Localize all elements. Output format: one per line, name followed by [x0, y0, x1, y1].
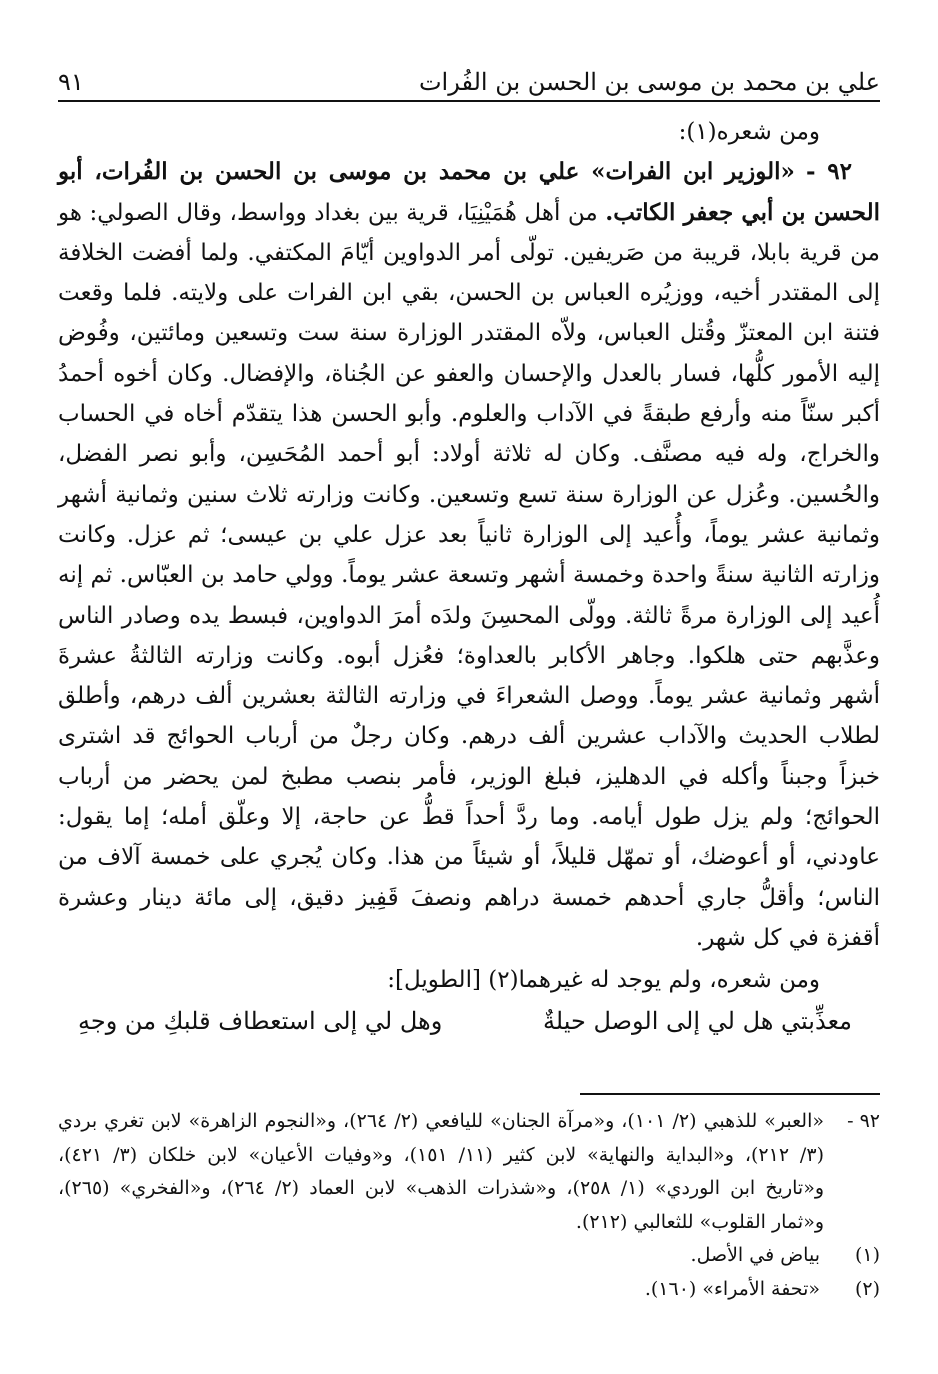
poetry-intro-line: ومن شعره(١):	[678, 119, 820, 145]
footnote-1-text: بياض في الأصل.	[690, 1244, 820, 1267]
running-header	[58, 52, 880, 102]
entry-text: من أهل هُمَيْنِيَا، قرية بين بغداد وواسط، وقال الصولي: هو من قرية بابلا، قريبة من صَريفين. تولّى أمر الدواوين أيّامَ المكتفي. ولما أفضت الخلافة إلى المقتدر أخيه، ووزيُره العباس بن الحسن، بقي ابن الفرات على ولايته. فلما وقعت فتنة ابن المعتزّ وقُتل العباس، ولاّه المقتدر الوزارة سنة ست وتسعين ومائتين، وفُوض إليه الأمور كلُّها، فسار بالعدل والإحسان والعفو عن الجُناة، والإفضال. وكان أخوه أحمدُ أكبر سنّاً منه وأرفع طبقةً في الآداب والعلوم. وأبو الحسن هذا يتقدّم أخاه في الحساب والخراج، وله فيه مصنَّف. وكان له ثلاثة أولاد: أبو أحمد المُحَسِن، وأبو نصر الفضل، والحُسين. وعُزل عن الوزارة سنة تسع وتسعين. وكانت وزارته ثلاث سنين وثمانية أشهر وثمانية عشر يوماً، وأُعيد إلى الوزارة ثانياً بعد عزل علي بن عيسى؛ ثم عزل. وكانت وزارته الثانية سنةً واحدة وخمسة أشهر وتسعة عشر يوماً. وولي حامد بن العبّاس. ثم إنه أُعيد إلى الوزارة مرةً ثالثة. وولّى المحسِنَ ولدَه أمرَ الدواوين، فبسط يده وصادر الناس وعذَّبهم حتى هلكوا. وجاهر الأكابر بالعداوة؛ فعُزل أبوه. وكانت وزارته الثالثةُ عشرةَ أشهر وثمانية عشر يوماً. ووصل الشعراءَ في وزارته الثالثة بعشرين ألف درهم، وأطلق لطلاب الحديث والآداب عشرين ألف درهم. وكان رجلٌ من أرباب الحوائج قد اشترى خبزاً وجبناً وأكله في الدهليز، فبلغ الوزير، فأمر بنصب مطبخ لمن يحضر من أرباب الحوائج؛ ولم يزل طول أيامه. وما ردَّ أحداً قطُّ عن حاجة، إلا وعلّق أمله؛ إما يقول: عاودني، أو أعوضك، أو تمهّل قليلاً، أو شيئاً من هذا. وكان يُجري على خمسة آلاف من الناس؛ وأقلُّ جاري أحدهم خمسة دراهم ونصفَ قَفِيز دقيق، إلى مائة دينار وعشرة أقفزة في كل شهر.	[58, 199, 880, 951]
footnote-sources-text: «العبر» للذهبي (٢/ ١٠١)، و«مرآة الجنان» لليافعي (٢/ ٢٦٤)، و«النجوم الزاهرة» لابن تغري بردي (٣/ ٢١٢)، و«البداية والنهاية» لابن كثير (١١/ ١٥١)، و«وفيات الأعيان» لابن خلكان (٣/ ٤٢١)، و«تاريخ ابن الوردي» (١/ ٢٥٨)، و«شذرات الذهب» لابن العماد (٢/ ٢٦٤)، و«الفخري» (٢٦٥)، و«ثمار القلوب» للثعالبي (٢١٢).	[58, 1110, 824, 1233]
footnotes	[58, 1105, 880, 1307]
poem-intro: ومن شعره، ولم يوجد له غيرهما(٢) [الطويل]:	[387, 967, 820, 994]
verse-first-hemistich: معذِّبتي هل لي إلى الوصل حيلةٌ	[542, 1006, 852, 1035]
footnote-sources-tag: ٩٢ -	[847, 1110, 880, 1132]
main-text	[58, 112, 880, 1041]
footnote-divider	[580, 1093, 880, 1095]
footnote-2-tag: (٢)	[854, 1277, 880, 1300]
entry-heading: «الوزير ابن الفرات» علي بن محمد بن موسى بن الحسن بن الفُرات، أبو الحسن بن أبي جعفر الكاتب.	[58, 158, 881, 226]
running-title: علي بن محمد بن موسى بن الحسن بن الفُرات	[418, 68, 880, 96]
verse-second-hemistich: وهل لي إلى استعطاف قلبكِ من وجهِ	[78, 1006, 443, 1035]
poem-verse	[58, 1001, 880, 1041]
entry-number: ٩٢ -	[805, 158, 853, 186]
footnote-1	[58, 1239, 880, 1273]
footnote-1-tag: (١)	[854, 1244, 880, 1267]
footnote-2-text: «تحفة الأمراء» (١٦٠).	[644, 1277, 820, 1300]
page-number: ٩١	[58, 68, 84, 96]
biography-entry	[58, 152, 880, 958]
footnote-sources	[58, 1105, 880, 1239]
footnote-2	[58, 1273, 880, 1307]
